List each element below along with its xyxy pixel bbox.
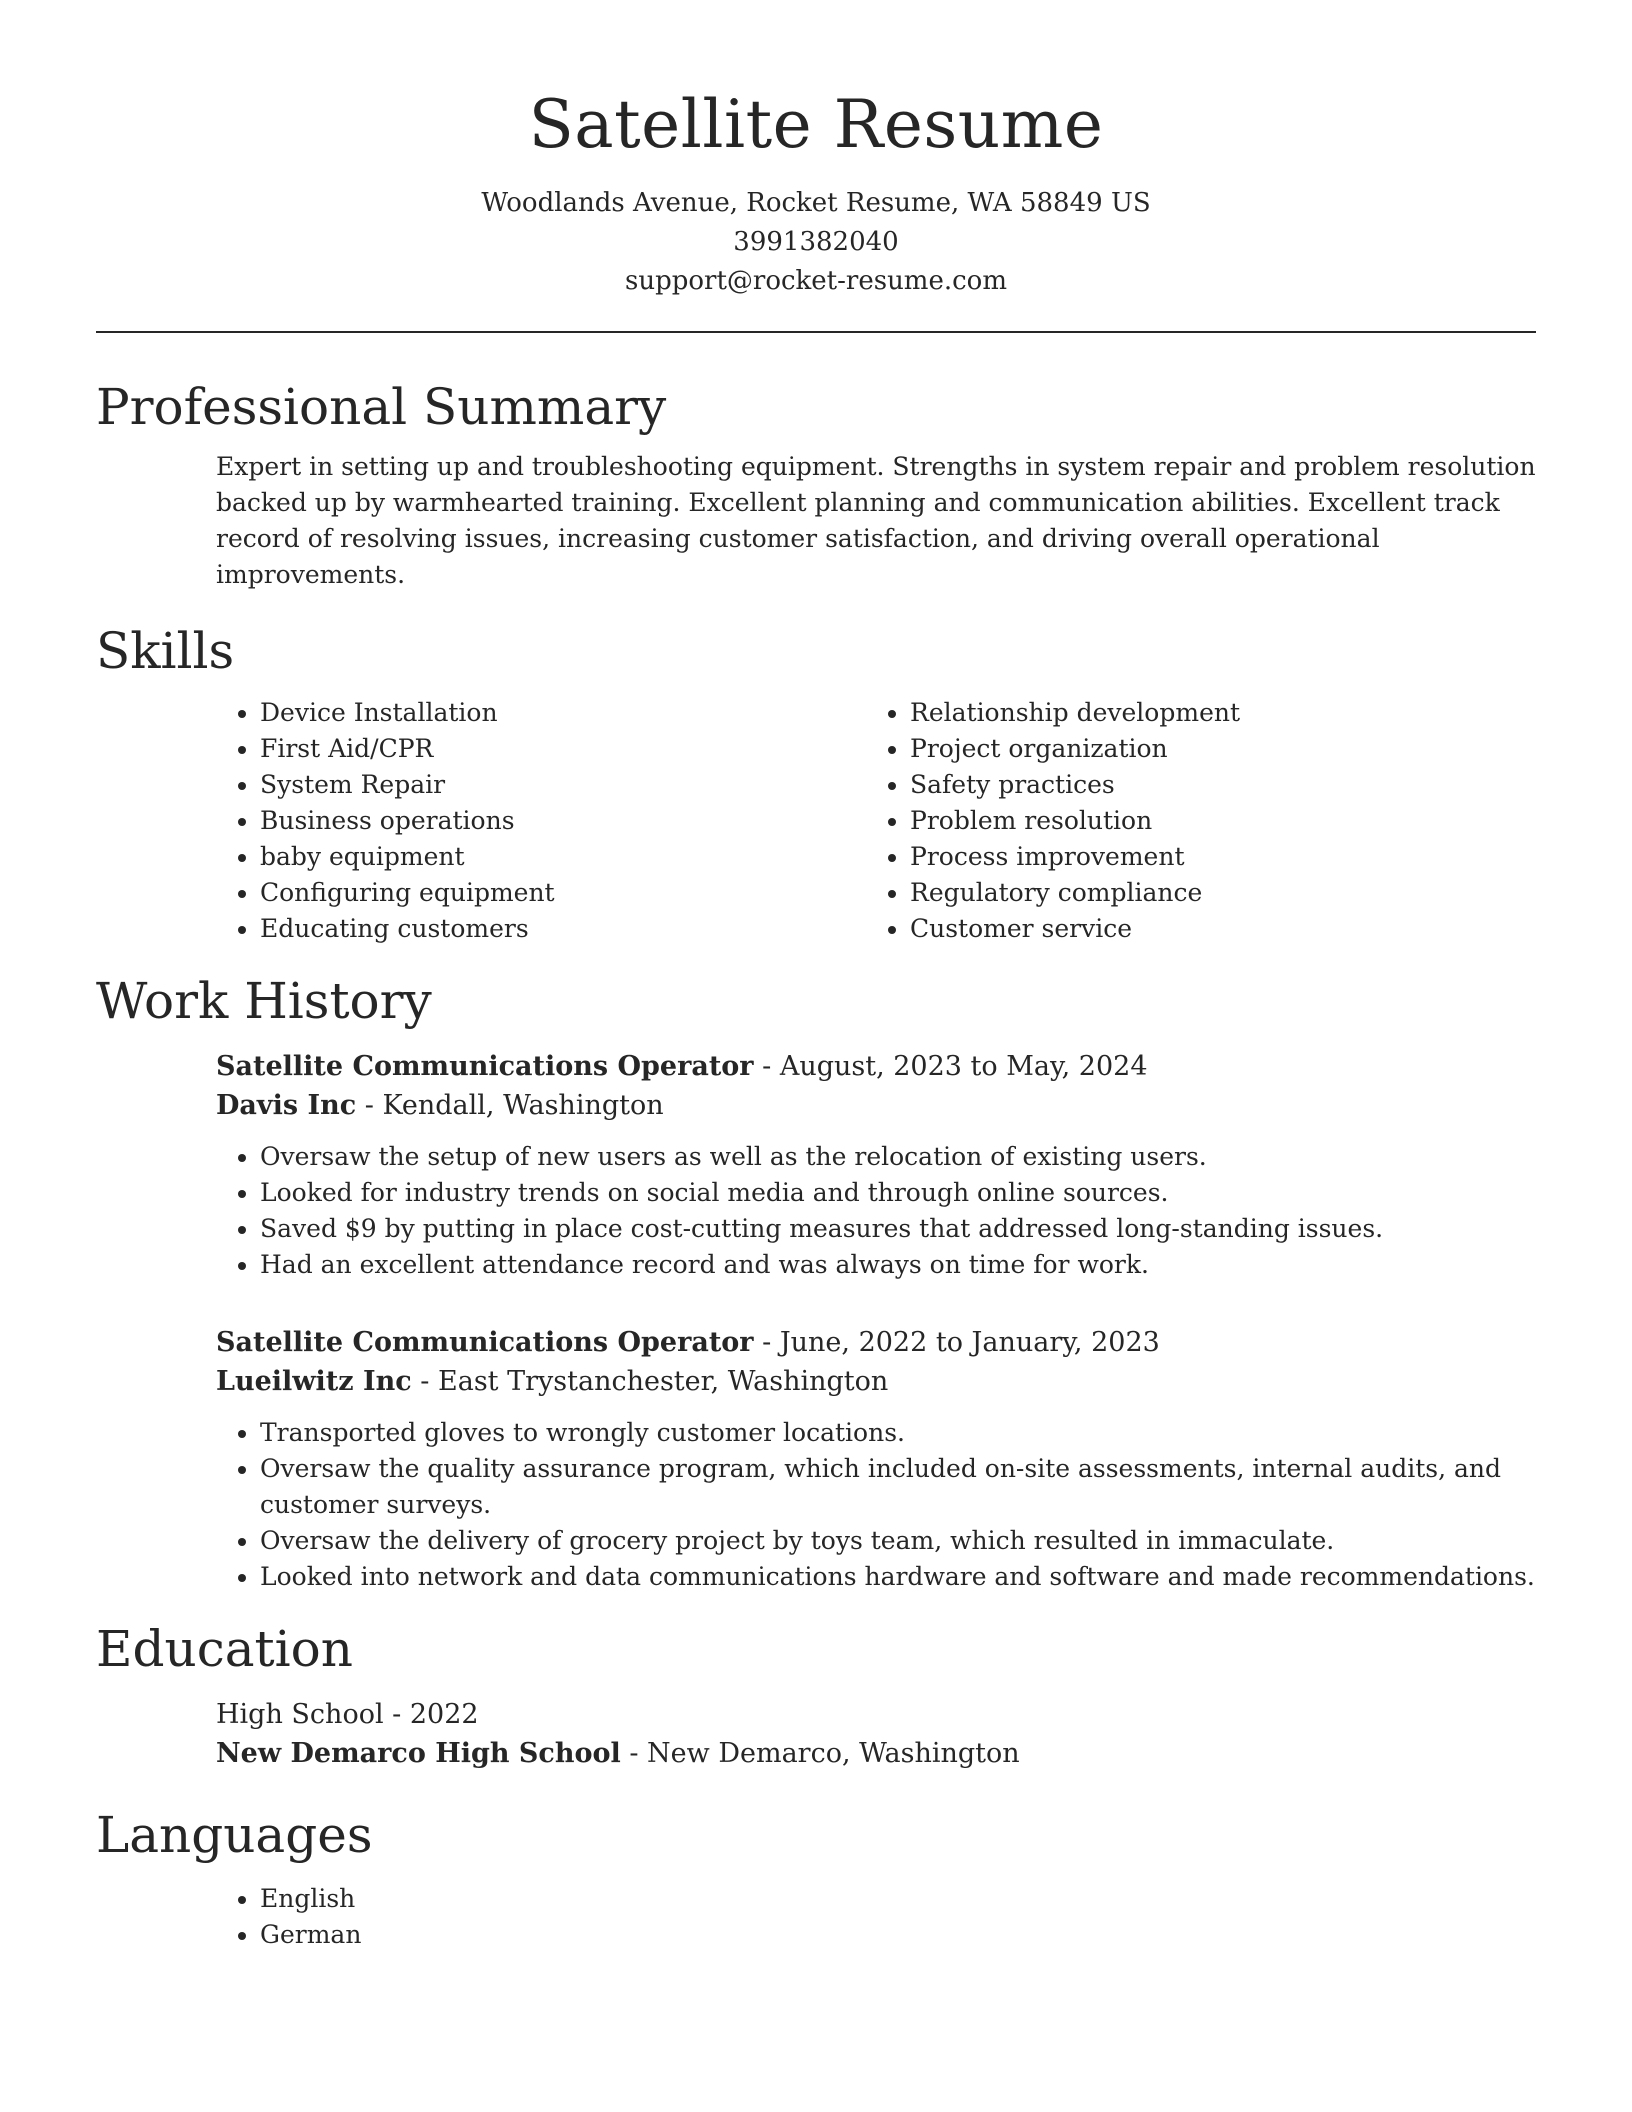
contact-address: Woodlands Avenue, Rocket Resume, WA 58849 US: [481, 188, 1151, 218]
job-location: - Kendall, Washington: [356, 1090, 664, 1121]
skill-item: • Relationship development: [910, 695, 1516, 731]
work-history-list: [216, 1047, 1536, 1595]
skill-item: • Educating customers: [260, 911, 866, 947]
job-bullets: [216, 1139, 1536, 1283]
skill-item: • Safety practices: [910, 767, 1516, 803]
education-location: - New Demarco, Washington: [620, 1738, 1020, 1769]
job-company-line: [216, 1362, 1536, 1401]
languages-heading: Languages: [96, 1806, 373, 1864]
summary-text: Expert in setting up and troubleshooting equipment. Strengths in system repair and problem resolution backed up by warmhearted training. Excellent planning and communication abilities. Excellent track record of resolving issues, increasing customer satisfaction, and driving overall operational improvements.: [216, 452, 1536, 589]
job-bullet: • Oversaw the setup of new users as well as the relocation of existing users.: [260, 1139, 1536, 1175]
language-item: • English: [260, 1881, 1536, 1917]
resume-header: [96, 80, 1536, 301]
contact-email: support@rocket-resume.com: [624, 266, 1007, 296]
skill-item: • Device Installation: [260, 695, 866, 731]
job-bullet: • Saved $9 by putting in place cost-cutting measures that addressed long-standing issues.: [260, 1211, 1536, 1247]
job-role: Satellite Communications Operator: [216, 1051, 754, 1082]
skills-column-left: [216, 695, 866, 947]
job-entry: [216, 1047, 1536, 1283]
education-entry: [216, 1695, 1536, 1773]
summary-heading: Professional Summary: [96, 378, 667, 436]
skill-item: • Configuring equipment: [260, 875, 866, 911]
skill-item: • First Aid/CPR: [260, 731, 866, 767]
skill-item: • Process improvement: [910, 839, 1516, 875]
languages-list: [216, 1881, 1536, 1953]
job-dates: - August, 2023 to May, 2024: [753, 1051, 1148, 1082]
work-history-heading: Work History: [96, 972, 432, 1030]
candidate-name: Satellite Resume: [528, 86, 1104, 163]
job-bullet: • Looked for industry trends on social media and through online sources.: [260, 1175, 1536, 1211]
job-bullet: • Oversaw the delivery of grocery project by toys team, which resulted in immaculate.: [260, 1523, 1536, 1559]
job-location: - East Trystanchester, Washington: [411, 1366, 889, 1397]
education-school-line: [216, 1734, 1536, 1773]
job-company: Davis Inc: [216, 1090, 357, 1121]
skills-heading: Skills: [96, 622, 235, 680]
skill-item: • Problem resolution: [910, 803, 1516, 839]
job-bullet: • Looked into network and data communications hardware and software and made recommendations.: [260, 1559, 1536, 1595]
job-title-line: [216, 1047, 1536, 1086]
education-school: New Demarco High School: [216, 1738, 621, 1769]
education-heading: Education: [96, 1620, 353, 1678]
skill-item: • Customer service: [910, 911, 1516, 947]
skills-list: [216, 695, 1536, 947]
skill-item: • System Repair: [260, 767, 866, 803]
job-bullet: • Had an excellent attendance record and was always on time for work.: [260, 1247, 1536, 1283]
job-dates: - June, 2022 to January, 2023: [753, 1327, 1160, 1358]
resume-page: [96, 80, 1536, 1953]
job-title-line: [216, 1323, 1536, 1362]
job-role: Satellite Communications Operator: [216, 1327, 754, 1358]
job-bullet: • Oversaw the quality assurance program, which included on-site assessments, internal audits, and customer surveys.: [260, 1451, 1536, 1523]
job-company: Lueilwitz Inc: [216, 1366, 412, 1397]
skill-item: • Business operations: [260, 803, 866, 839]
education-degree: High School - 2022: [216, 1699, 479, 1730]
job-entry: [216, 1323, 1536, 1595]
contact-phone: 3991382040: [733, 227, 899, 257]
skill-item: • Regulatory compliance: [910, 875, 1516, 911]
job-bullets: [216, 1415, 1536, 1595]
skill-item: • Project organization: [910, 731, 1516, 767]
language-item: • German: [260, 1917, 1536, 1953]
contact-block: [96, 184, 1536, 301]
job-company-line: [216, 1086, 1536, 1125]
skills-column-right: [866, 695, 1516, 947]
skill-item: • baby equipment: [260, 839, 866, 875]
header-divider: [96, 331, 1536, 333]
job-bullet: • Transported gloves to wrongly customer locations.: [260, 1415, 1536, 1451]
